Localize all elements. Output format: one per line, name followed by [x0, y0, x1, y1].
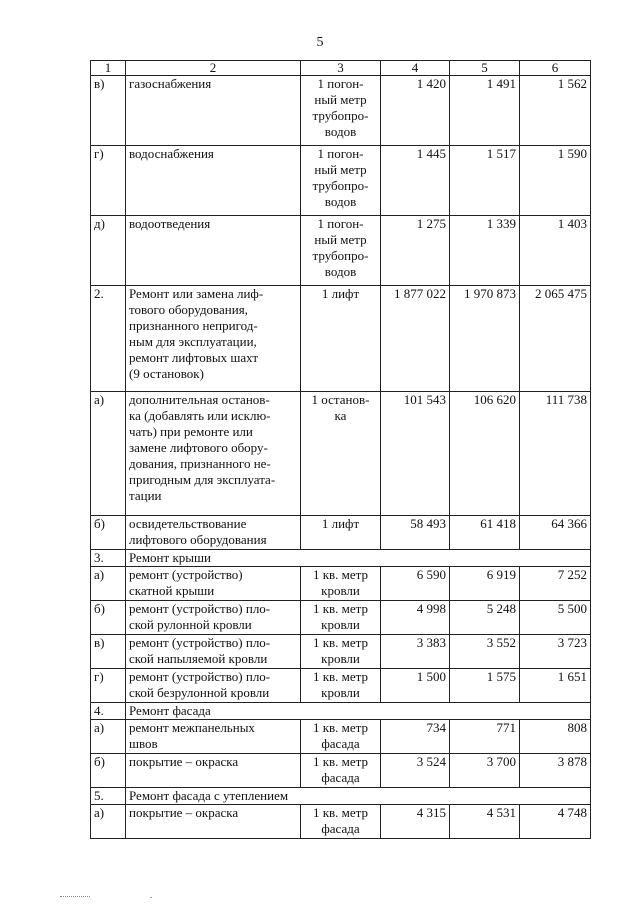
row-number: г)	[91, 146, 126, 216]
table-row	[91, 392, 591, 516]
unit-of-measure: 1 кв. метр фасада	[301, 805, 381, 839]
value-col-4: 1 500	[381, 669, 450, 703]
row-number: а)	[91, 392, 126, 516]
row-number: 3.	[91, 550, 126, 567]
unit-of-measure: 1 лифт	[301, 286, 381, 392]
item-name: ремонт (устройство) пло- ской безрулонной кровли	[126, 669, 301, 703]
value-col-6: 808	[520, 720, 591, 754]
item-name: освидетельствование лифтового оборудования	[126, 516, 301, 550]
value-col-4: 1 275	[381, 216, 450, 286]
value-col-6: 1 562	[520, 76, 591, 146]
value-col-6: 64 366	[520, 516, 591, 550]
cost-table	[90, 60, 591, 839]
value-col-5: 1 575	[450, 669, 520, 703]
section-title: Ремонт фасада с утеплением	[126, 788, 591, 805]
value-col-4: 4 998	[381, 601, 450, 635]
value-col-6: 7 252	[520, 567, 591, 601]
item-name: ремонт (устройство) пло- ской напыляемой кровли	[126, 635, 301, 669]
item-name: ремонт (устройство) пло- ской рулонной кровли	[126, 601, 301, 635]
item-name: газоснабжения	[126, 76, 301, 146]
header-cell: 2	[126, 61, 301, 76]
table-row	[91, 805, 591, 839]
section-row	[91, 550, 591, 567]
table-row	[91, 635, 591, 669]
table-row	[91, 601, 591, 635]
row-number: д)	[91, 216, 126, 286]
row-number: б)	[91, 516, 126, 550]
value-col-4: 1 445	[381, 146, 450, 216]
unit-of-measure: 1 кв. метр фасада	[301, 754, 381, 788]
unit-of-measure: 1 погон- ный метр трубопро- водов	[301, 146, 381, 216]
row-number: а)	[91, 567, 126, 601]
value-col-5: 6 919	[450, 567, 520, 601]
item-name: ремонт межпанельных швов	[126, 720, 301, 754]
unit-of-measure: 1 погон- ный метр трубопро- водов	[301, 76, 381, 146]
row-number: 5.	[91, 788, 126, 805]
table-row	[91, 516, 591, 550]
unit-of-measure: 1 кв. метр кровли	[301, 669, 381, 703]
value-col-6: 1 403	[520, 216, 591, 286]
value-col-5: 3 552	[450, 635, 520, 669]
value-col-4: 4 315	[381, 805, 450, 839]
unit-of-measure: 1 погон- ный метр трубопро- водов	[301, 216, 381, 286]
value-col-5: 1 491	[450, 76, 520, 146]
header-cell: 6	[520, 61, 591, 76]
header-row	[91, 61, 591, 76]
item-name: покрытие – окраска	[126, 805, 301, 839]
value-col-5: 61 418	[450, 516, 520, 550]
table-row	[91, 216, 591, 286]
value-col-6: 2 065 475	[520, 286, 591, 392]
value-col-5: 771	[450, 720, 520, 754]
value-col-6: 111 738	[520, 392, 591, 516]
row-number: а)	[91, 805, 126, 839]
value-col-4: 101 543	[381, 392, 450, 516]
section-row	[91, 703, 591, 720]
value-col-5: 106 620	[450, 392, 520, 516]
item-name: покрытие – окраска	[126, 754, 301, 788]
unit-of-measure: 1 кв. метр кровли	[301, 601, 381, 635]
table-row	[91, 720, 591, 754]
unit-of-measure: 1 останов- ка	[301, 392, 381, 516]
value-col-5: 1 517	[450, 146, 520, 216]
header-cell: 4	[381, 61, 450, 76]
value-col-4: 1 877 022	[381, 286, 450, 392]
table-row	[91, 567, 591, 601]
row-number: в)	[91, 635, 126, 669]
unit-of-measure: 1 кв. метр кровли	[301, 567, 381, 601]
item-name: водоотведения	[126, 216, 301, 286]
value-col-5: 3 700	[450, 754, 520, 788]
value-col-5: 4 531	[450, 805, 520, 839]
section-row	[91, 788, 591, 805]
item-name: дополнительная останов- ка (добавлять или исклю- чать) при ремонте или замене лифтового обору- дования, признанного не- пригодным для эксплуата- тации	[126, 392, 301, 516]
value-col-6: 3 723	[520, 635, 591, 669]
section-title: Ремонт крыши	[126, 550, 591, 567]
value-col-4: 6 590	[381, 567, 450, 601]
unit-of-measure: 1 кв. метр кровли	[301, 635, 381, 669]
table-row	[91, 669, 591, 703]
section-title: Ремонт фасада	[126, 703, 591, 720]
value-col-4: 58 493	[381, 516, 450, 550]
value-col-6: 5 500	[520, 601, 591, 635]
value-col-6: 3 878	[520, 754, 591, 788]
value-col-4: 734	[381, 720, 450, 754]
value-col-6: 1 590	[520, 146, 591, 216]
header-cell: 5	[450, 61, 520, 76]
unit-of-measure: 1 лифт	[301, 516, 381, 550]
row-number: б)	[91, 754, 126, 788]
table-row	[91, 754, 591, 788]
table-row	[91, 76, 591, 146]
unit-of-measure: 1 кв. метр фасада	[301, 720, 381, 754]
row-number: б)	[91, 601, 126, 635]
value-col-6: 4 748	[520, 805, 591, 839]
scan-dot	[150, 897, 152, 898]
header-cell: 1	[91, 61, 126, 76]
value-col-4: 3 383	[381, 635, 450, 669]
value-col-6: 1 651	[520, 669, 591, 703]
table-body	[91, 76, 591, 839]
row-number: 4.	[91, 703, 126, 720]
item-name: Ремонт или замена лиф- тового оборудования, признанного непригод- ным для эксплуатации, ремонт лифтовых шахт (9 остановок)	[126, 286, 301, 392]
item-name: ремонт (устройство) скатной крыши	[126, 567, 301, 601]
value-col-5: 1 970 873	[450, 286, 520, 392]
value-col-4: 1 420	[381, 76, 450, 146]
value-col-5: 1 339	[450, 216, 520, 286]
table-row	[91, 286, 591, 392]
scan-mark	[60, 896, 90, 898]
row-number: г)	[91, 669, 126, 703]
header-cell: 3	[301, 61, 381, 76]
row-number: в)	[91, 76, 126, 146]
value-col-5: 5 248	[450, 601, 520, 635]
row-number: 2.	[91, 286, 126, 392]
row-number: а)	[91, 720, 126, 754]
page-number: 5	[316, 35, 324, 50]
item-name: водоснабжения	[126, 146, 301, 216]
table-row	[91, 146, 591, 216]
value-col-4: 3 524	[381, 754, 450, 788]
